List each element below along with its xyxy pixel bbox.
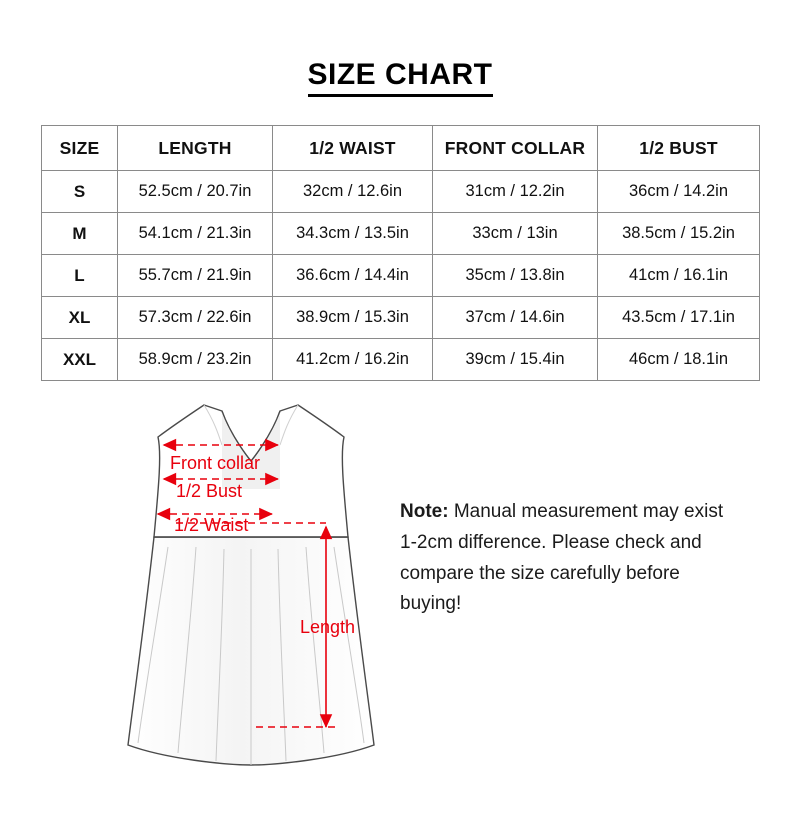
cell-length: 57.3cm / 22.6in <box>118 297 273 339</box>
page-title: SIZE CHART <box>308 58 493 97</box>
cell-length: 54.1cm / 21.3in <box>118 213 273 255</box>
cell-half-waist: 41.2cm / 16.2in <box>273 339 433 381</box>
cell-half-waist: 36.6cm / 14.4in <box>273 255 433 297</box>
cell-length: 58.9cm / 23.2in <box>118 339 273 381</box>
cell-front-collar: 35cm / 13.8in <box>433 255 598 297</box>
note-prefix: Note: <box>400 501 449 522</box>
cell-size: S <box>42 171 118 213</box>
note-block <box>400 497 730 620</box>
table-row <box>42 297 760 339</box>
label-length: Length <box>300 617 356 637</box>
cell-size: M <box>42 213 118 255</box>
cell-half-bust: 41cm / 16.1in <box>598 255 760 297</box>
size-chart-table <box>41 125 760 381</box>
cell-half-bust: 43.5cm / 17.1in <box>598 297 760 339</box>
title-container <box>0 0 800 97</box>
label-front-collar: Front collar <box>170 453 261 473</box>
cell-half-waist: 32cm / 12.6in <box>273 171 433 213</box>
table-row <box>42 171 760 213</box>
column-header-length: LENGTH <box>118 126 273 171</box>
cell-half-waist: 38.9cm / 15.3in <box>273 297 433 339</box>
cell-front-collar: 39cm / 15.4in <box>433 339 598 381</box>
cell-half-bust: 36cm / 14.2in <box>598 171 760 213</box>
lower-section <box>0 397 800 817</box>
table-row <box>42 339 760 381</box>
column-header-half-bust: 1/2 BUST <box>598 126 760 171</box>
label-half-bust: 1/2 Bust <box>176 481 243 501</box>
size-table-container <box>41 125 759 381</box>
dress-diagram <box>96 397 406 797</box>
column-header-front-collar: FRONT COLLAR <box>433 126 598 171</box>
cell-size: XXL <box>42 339 118 381</box>
cell-front-collar: 33cm / 13in <box>433 213 598 255</box>
table-row <box>42 213 760 255</box>
cell-half-waist: 34.3cm / 13.5in <box>273 213 433 255</box>
note-text: Manual measurement may exist 1-2cm difference. Please check and compare the size carefully before buying! <box>400 501 724 615</box>
cell-front-collar: 31cm / 12.2in <box>433 171 598 213</box>
cell-half-bust: 38.5cm / 15.2in <box>598 213 760 255</box>
dress-bodice-shade <box>222 413 280 489</box>
cell-half-bust: 46cm / 18.1in <box>598 339 760 381</box>
cell-size: L <box>42 255 118 297</box>
cell-length: 52.5cm / 20.7in <box>118 171 273 213</box>
table-header-row <box>42 126 760 171</box>
cell-length: 55.7cm / 21.9in <box>118 255 273 297</box>
table-row <box>42 255 760 297</box>
column-header-half-waist: 1/2 WAIST <box>273 126 433 171</box>
cell-front-collar: 37cm / 14.6in <box>433 297 598 339</box>
label-half-waist: 1/2 Waist <box>174 515 249 535</box>
cell-size: XL <box>42 297 118 339</box>
column-header-size: SIZE <box>42 126 118 171</box>
